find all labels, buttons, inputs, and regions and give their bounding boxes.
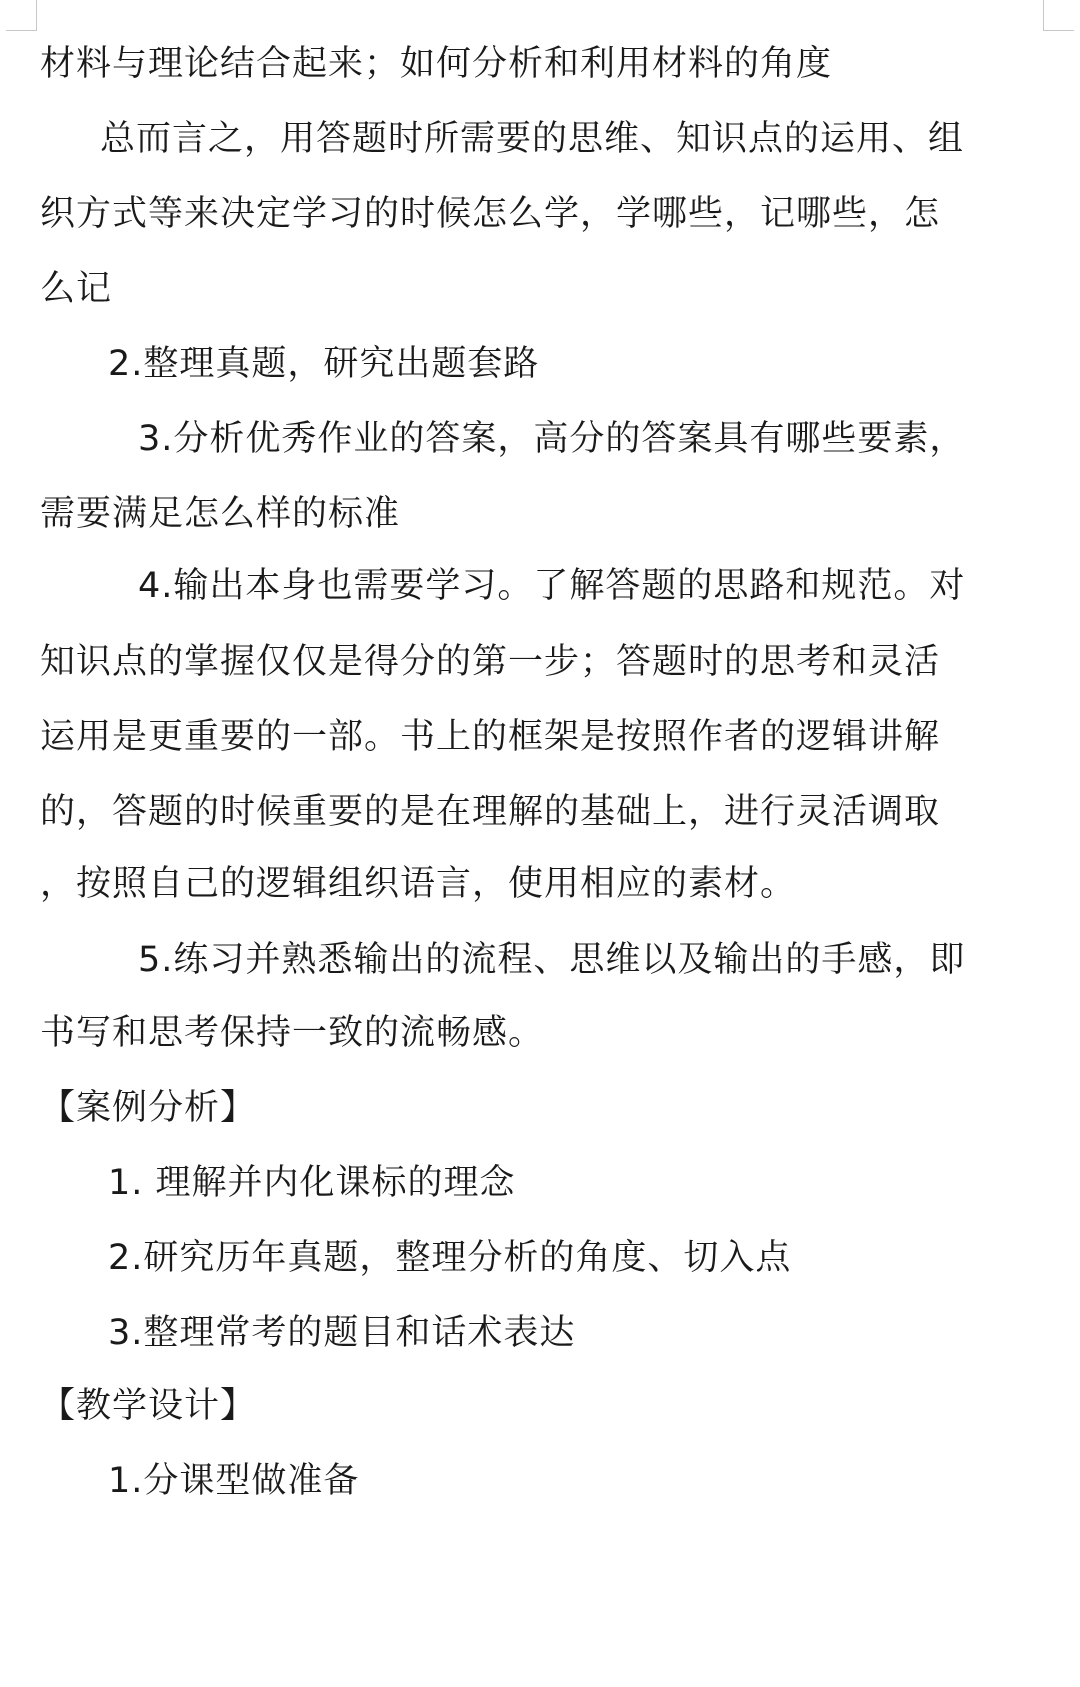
text-line: ，按照自己的逻辑组织语言，使用相应的素材。	[40, 864, 797, 904]
text-line: 知识点的掌握仅仅是得分的第一步；答题时的思考和灵活	[40, 642, 941, 682]
list-item: 3.分析优秀作业的答案，高分的答案具有哪些要素，	[138, 419, 966, 459]
section-heading: 【案例分析】	[40, 1088, 257, 1128]
list-item: 2.研究历年真题，整理分析的角度、切入点	[108, 1238, 792, 1278]
list-item: 3.整理常考的题目和话术表达	[108, 1313, 576, 1353]
text-line: 需要满足怎么样的标准	[40, 494, 401, 534]
list-item: 2.整理真题，研究出题套路	[108, 344, 540, 384]
page-corner-mark-left	[6, 0, 37, 31]
list-item: 1.分课型做准备	[108, 1461, 360, 1501]
text-line: 材料与理论结合起来；如何分析和利用材料的角度	[40, 44, 833, 84]
section-heading: 【教学设计】	[40, 1386, 257, 1426]
document-body	[40, 0, 1050, 1687]
list-item: 5.练习并熟悉输出的流程、思维以及输出的手感，即	[138, 940, 966, 980]
text-line: 的，答题的时候重要的是在理解的基础上，进行灵活调取	[40, 792, 941, 832]
list-item: 1. 理解并内化课标的理念	[108, 1163, 516, 1203]
text-line: 总而言之，用答题时所需要的思维、知识点的运用、组	[100, 119, 965, 159]
text-line: 么记	[40, 269, 113, 309]
text-line: 织方式等来决定学习的时候怎么学，学哪些，记哪些，怎	[40, 194, 941, 234]
text-line: 书写和思考保持一致的流畅感。	[40, 1013, 545, 1053]
list-item: 4.输出本身也需要学习。了解答题的思路和规范。对	[138, 566, 966, 606]
text-line: 运用是更重要的一部。书上的框架是按照作者的逻辑讲解	[40, 717, 941, 757]
